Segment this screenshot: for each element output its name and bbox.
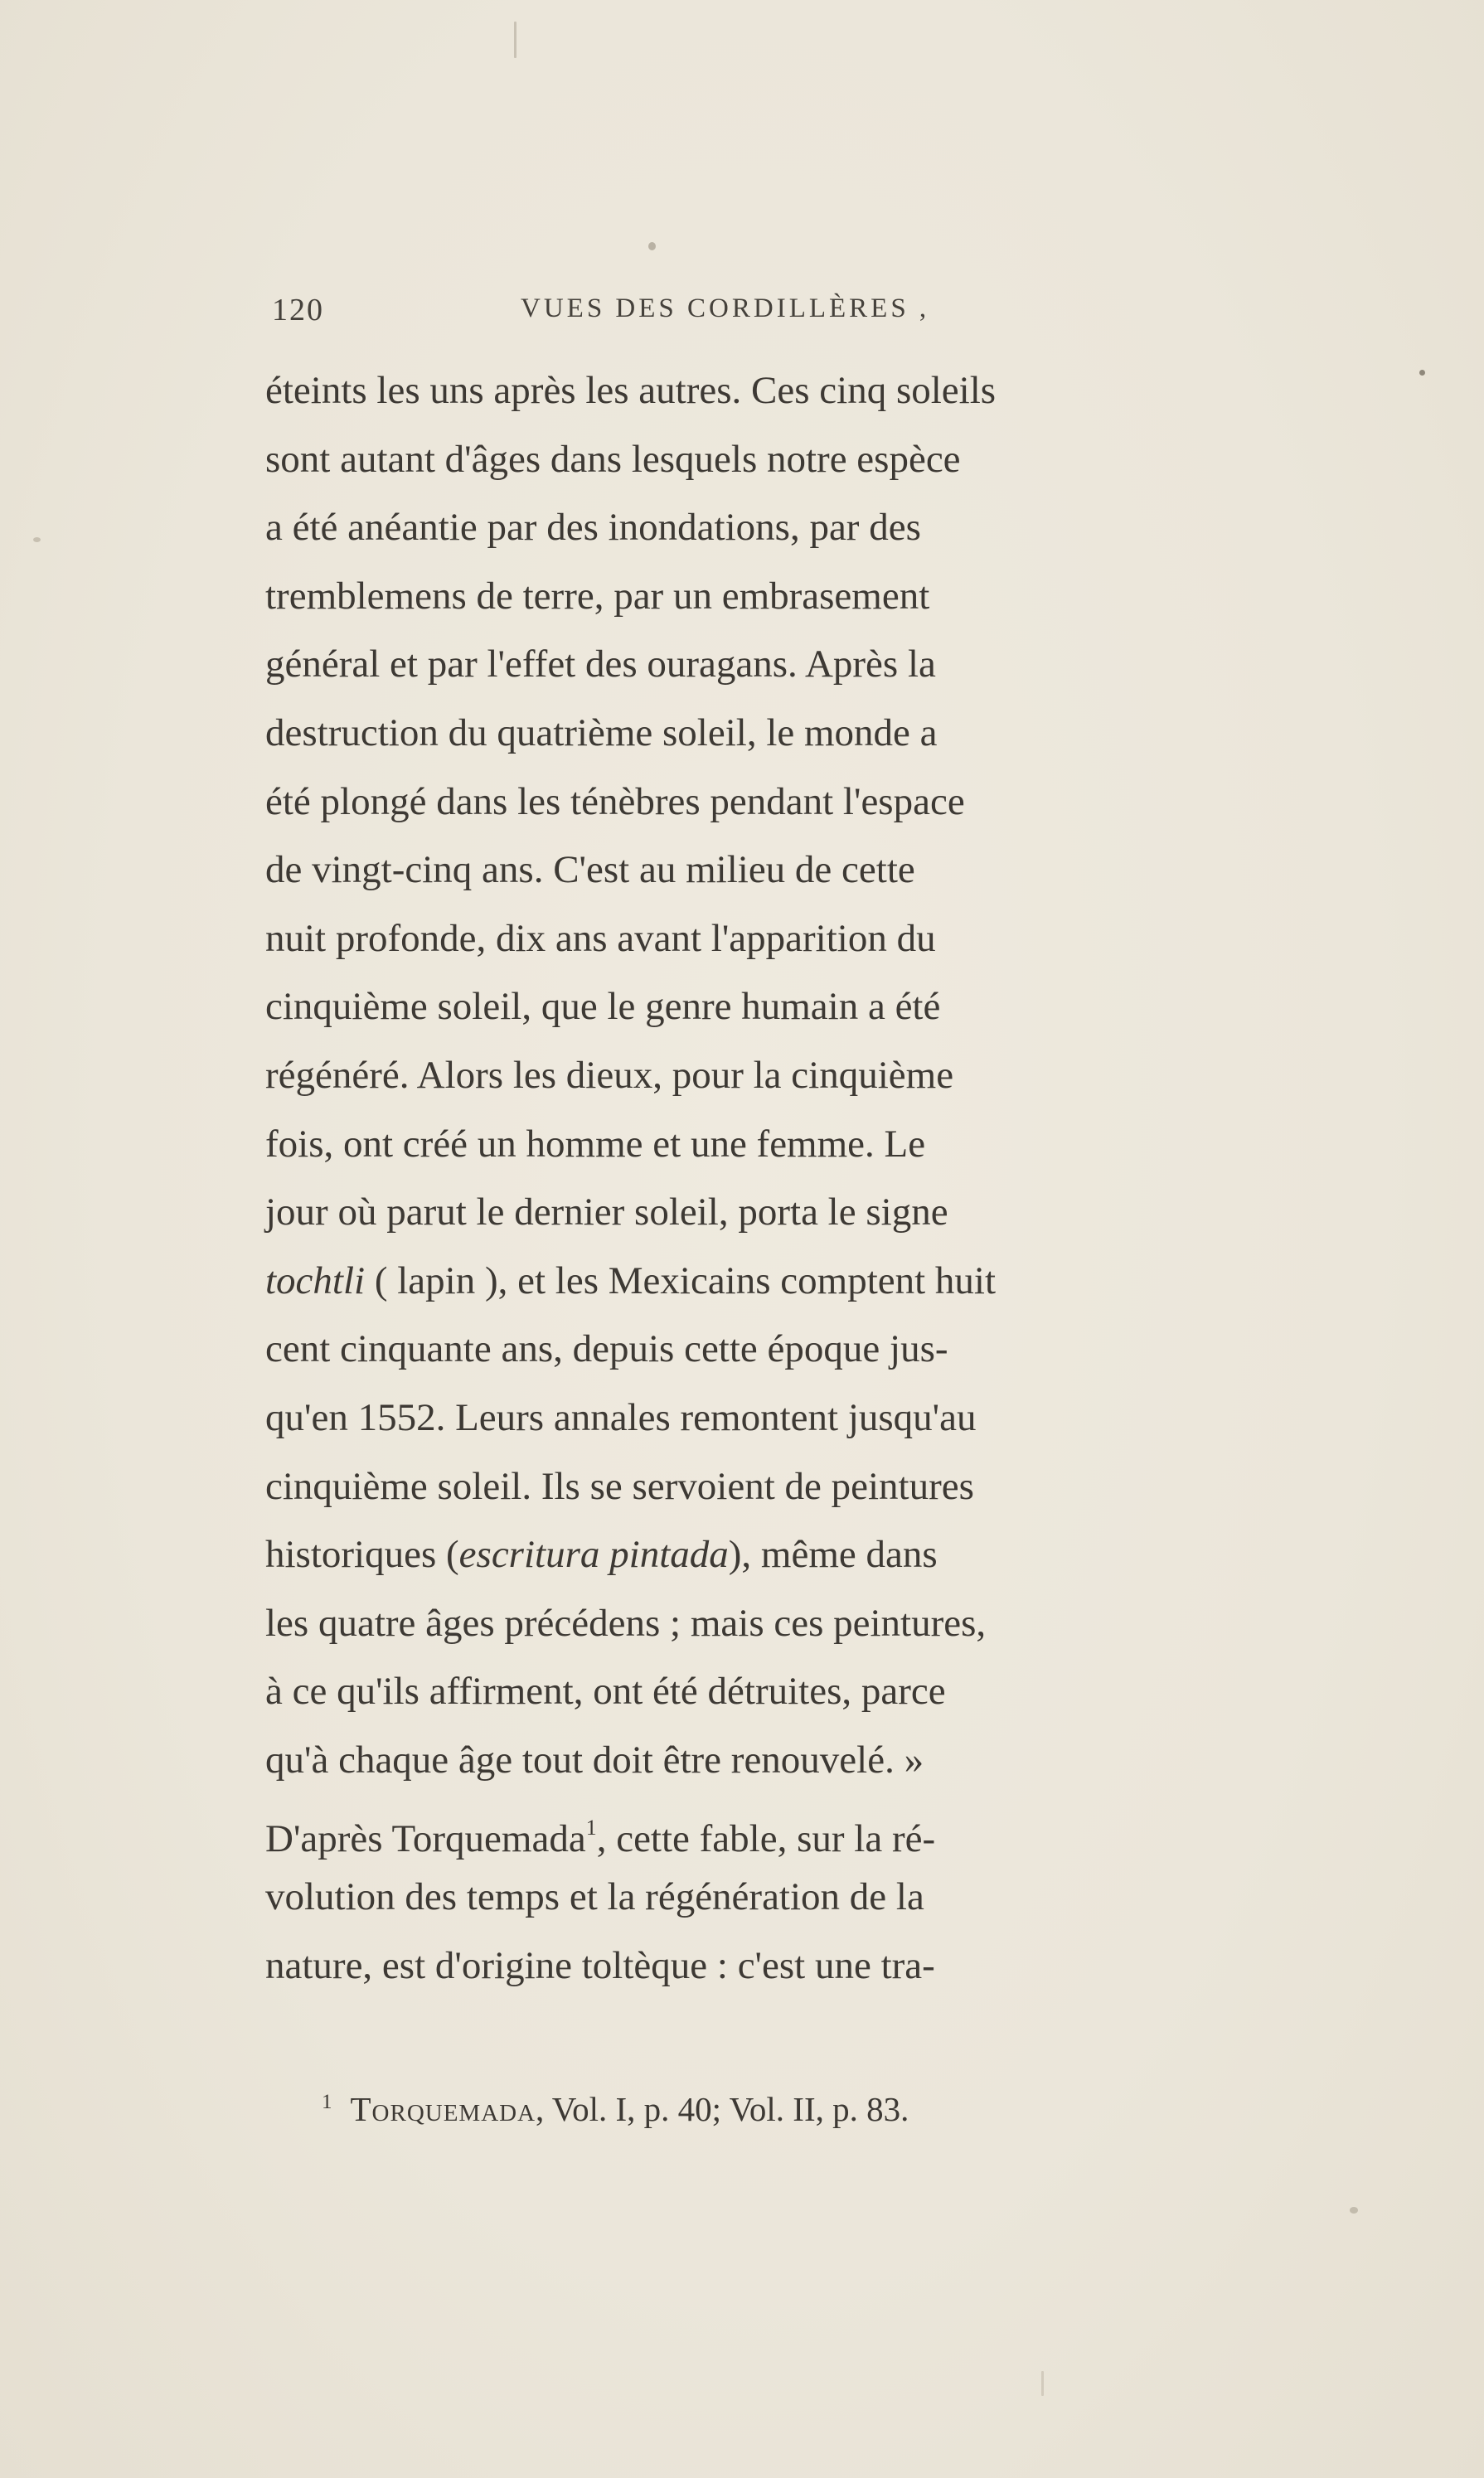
text-line: éteints les uns après les autres. Ces cinq soleils [265, 369, 997, 412]
text-line: qu'en 1552. Leurs annales remontent jusqu'au [265, 1395, 977, 1439]
text-run: ( lapin ), et les Mexicains comptent huit [365, 1258, 997, 1302]
footnote [322, 2089, 909, 2129]
text-run: , cette fable, sur la ré- [596, 1817, 936, 1861]
body-text [265, 356, 1302, 2000]
text-line [265, 1247, 1302, 1316]
text-run: historiques ( [265, 1533, 459, 1577]
footnote-author: Torquemada [350, 2090, 536, 2128]
text-line: les quatre âges précédens ; mais ces peintures, [265, 1601, 987, 1645]
text-line: de vingt-cinq ans. C'est au milieu de cette [265, 848, 915, 892]
paper-speck [514, 22, 516, 58]
text-line: à ce qu'ils affirment, ont été détruites, parce [265, 1670, 946, 1714]
text-line: général et par l'effet des ouragans. Après la [265, 643, 936, 686]
text-line: été plongé dans les ténèbres pendant l'espace [265, 779, 965, 823]
text-run: D'après Torquemada [265, 1817, 586, 1861]
text-line: jour où parut le dernier soleil, porta le signe [265, 1191, 948, 1234]
text-line: fois, ont créé un homme et une femme. Le [265, 1122, 926, 1166]
page-header [272, 292, 1101, 333]
paper-speck [1041, 2371, 1044, 2396]
text-line: sont autant d'âges dans lesquels notre espèce [265, 437, 961, 481]
text-line: cinquième soleil, que le genre humain a été [265, 985, 941, 1029]
page-number: 120 [272, 293, 324, 327]
text-line: nature, est d'origine toltèque : c'est une tra- [265, 1943, 935, 1987]
text-line: tremblemens de terre, par un embrasement [265, 574, 930, 618]
text-line: régénéré. Alors les dieux, pour la cinquième [265, 1053, 954, 1097]
paper-speck [33, 537, 41, 542]
text-line: cinquième soleil. Ils se servoient de peintures [265, 1464, 974, 1508]
italic-term: escritura pintada [458, 1533, 729, 1577]
footnote-citation: , Vol. I, p. 40; Vol. II, p. 83. [536, 2090, 909, 2128]
italic-term: tochtli [265, 1258, 366, 1302]
text-line [265, 1794, 1302, 1863]
text-run: ), même dans [728, 1533, 938, 1577]
text-line: destruction du quatrième soleil, le monde a [265, 710, 938, 754]
text-line: nuit profonde, dix ans avant l'apparition du [265, 916, 936, 960]
paper-speck [1350, 2207, 1358, 2214]
text-line [265, 1520, 1302, 1589]
text-line: volution des temps et la régénération de la [265, 1875, 924, 1919]
paper-speck [1419, 370, 1425, 376]
footnote-reference: 1 [585, 1816, 597, 1840]
paper-speck [648, 242, 656, 250]
running-title: VUES DES CORDILLÈRES , [521, 293, 930, 323]
text-line: a été anéantie par des inondations, par des [265, 506, 921, 550]
text-line: cent cinquante ans, depuis cette époque jus- [265, 1327, 948, 1371]
text-line: qu'à chaque âge tout doit être renouvelé. » [265, 1738, 924, 1782]
footnote-mark: 1 [322, 2091, 332, 2113]
